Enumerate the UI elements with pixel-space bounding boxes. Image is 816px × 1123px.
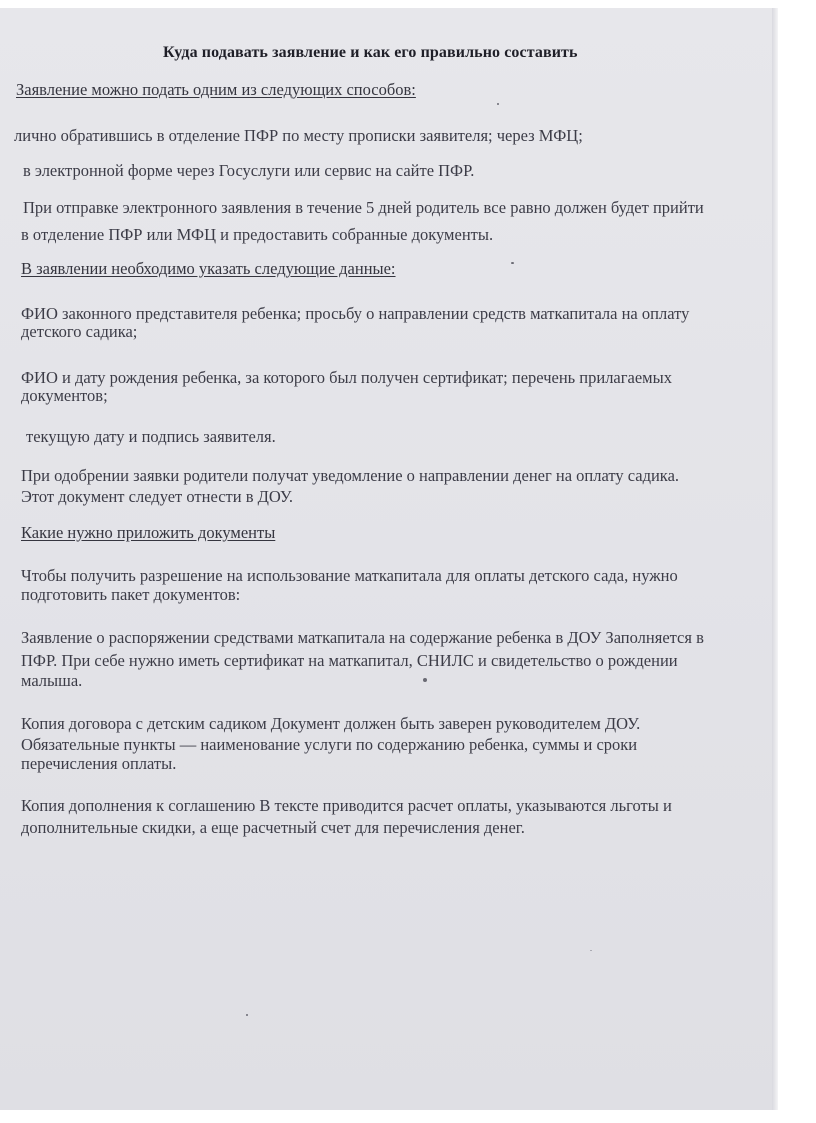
paragraph-line: детского садика; [21, 322, 138, 341]
paragraph-line: документов; [21, 386, 108, 405]
paragraph-line: Копия дополнения к соглашению В тексте приводится расчет оплаты, указываются льготы и [21, 796, 672, 815]
section-heading-documents: Какие нужно приложить документы [21, 523, 276, 542]
paragraph-line: Этот документ следует отнести в ДОУ. [21, 487, 293, 506]
paragraph-line: в отделение ПФР или МФЦ и предоставить собранные документы. [21, 225, 494, 244]
paragraph-line: малыша. [21, 671, 83, 690]
paper-edge [772, 8, 778, 1110]
scan-speck [511, 262, 514, 264]
scan-speck [246, 1014, 248, 1016]
section-heading-data: В заявлении необходимо указать следующие данные: [21, 259, 396, 278]
paragraph-line: дополнительные скидки, а еще расчетный счет для перечисления денег. [21, 818, 525, 837]
paragraph-line: Чтобы получить разрешение на использование маткапитала для оплаты детского сада, нужно [21, 566, 678, 585]
paragraph-line: Заявление о распоряжении средствами маткапитала на содержание ребенка в ДОУ Заполняется в [21, 628, 704, 647]
paragraph-line: Обязательные пункты — наименование услуги по содержанию ребенка, суммы и сроки [21, 735, 638, 754]
paragraph-line: подготовить пакет документов: [21, 585, 241, 604]
scan-speck [423, 678, 427, 682]
paragraph-line: перечисления оплаты. [21, 754, 177, 773]
paragraph-line: ФИО и дату рождения ребенка, за которого был получен сертификат; перечень прилагаемых [21, 368, 672, 387]
paragraph-line: При одобрении заявки родители получат уведомление о направлении денег на оплату садика. [21, 466, 680, 485]
paragraph-line: При отправке электронного заявления в течение 5 дней родитель все равно должен будет прийти [23, 198, 704, 217]
paragraph: текущую дату и подпись заявителя. [26, 427, 276, 446]
scan-speck [497, 103, 499, 105]
paragraph: лично обратившись в отделение ПФР по месту прописки заявителя; через МФЦ; [14, 126, 583, 145]
document-title: Куда подавать заявление и как его правильно составить [163, 44, 578, 61]
paragraph-line: Копия договора с детским садиком Документ должен быть заверен руководителем ДОУ. [21, 714, 641, 733]
scan-speck [590, 950, 592, 951]
paragraph-line: ПФР. При себе нужно иметь сертификат на маткапитал, СНИЛС и свидетельство о рождении [21, 651, 678, 670]
paragraph-line: ФИО законного представителя ребенка; просьбу о направлении средств маткапитала на оплату [21, 304, 690, 323]
section-heading-methods: Заявление можно подать одним из следующих способов: [16, 80, 416, 99]
paragraph: в электронной форме через Госуслуги или сервис на сайте ПФР. [23, 161, 475, 180]
